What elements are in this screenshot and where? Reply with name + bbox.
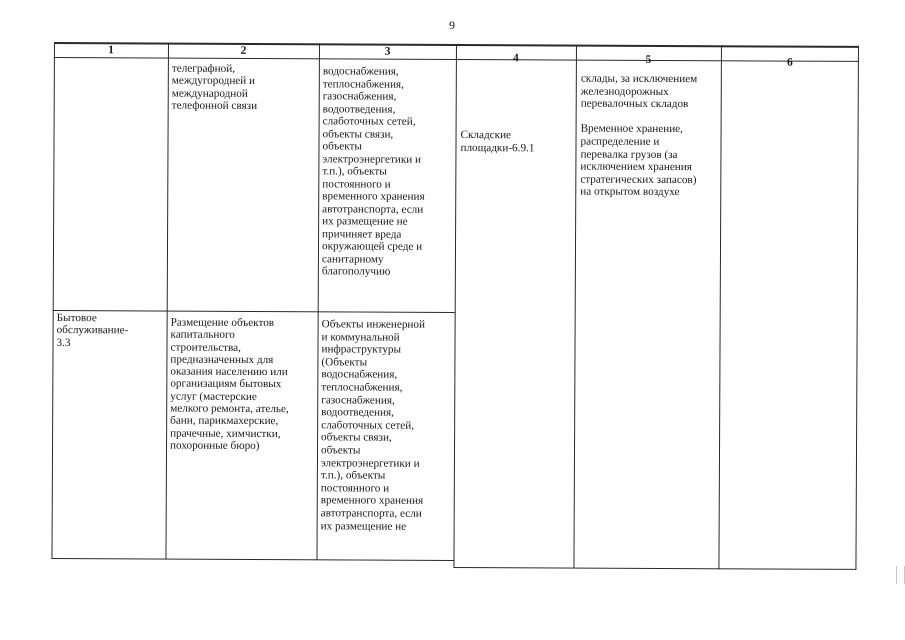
- header-col-5: 5: [645, 53, 652, 66]
- column-divider-1: [165, 43, 169, 560]
- row2-col1-cell: Бытовое обслуживание- 3.3: [56, 312, 129, 349]
- table-left-border: [51, 42, 55, 559]
- column-divider-5: [718, 45, 722, 569]
- col4-cell: Складские площадки-6.9.1: [460, 128, 535, 155]
- page-number: 9: [449, 18, 455, 32]
- header-col-4: 4: [513, 52, 519, 65]
- table-right-border: [855, 46, 859, 570]
- column-divider-3: [453, 44, 457, 568]
- header-col-2: 2: [240, 44, 247, 57]
- column-divider-2: [316, 43, 320, 560]
- row1-col2-cell: телеграфной, междугородней и международной телефонной связи: [171, 62, 258, 113]
- table-bottom-border: [51, 558, 453, 561]
- header-col-6: 6: [787, 56, 793, 69]
- row2-col3-cell: Объекты инженерной и коммунальной инфраструктуры (Объекты водоснабжения, теплоснабжения, газоснабжения, водоотведения, слаботочных сетей, объекты связи, объекты электроэнергетики и т.п.), объекты постоянного и временного хранения автотранспорта, если их размещение не: [320, 318, 426, 533]
- col5-cell: склады, за исключением железнодорожных перевалочных складов Временное хранение, распределение и перевалка грузов (за исключением хранения стратегических запасов) на открытом воздухе: [580, 72, 698, 199]
- header-col-1: 1: [108, 44, 114, 57]
- land-use-table: [51, 42, 859, 581]
- column-divider-4: [573, 45, 577, 569]
- header-col-3: 3: [384, 45, 391, 58]
- table-bottom-border-right: [453, 567, 856, 570]
- row2-col2-cell: Размещение объектов капитального строительства, предназначенных для оказания населению или организациям бытовых услуг (мастерские мелкого ремонта, ателье, бани, парикмахерские, прачечные, химчистки, похоронные бюро): [170, 316, 289, 452]
- scan-margin-mark: [896, 566, 905, 584]
- row1-col3-cell: водоснабжения, теплоснабжения, газоснабжения, водоотведения, слаботочных сетей, объекты связи, объекты электроэнергетики и т.п.), объекты постоянного и временного хранения автотранспорта, если их размещение не причиняет вреда окружающей среде и санитарному благополучию: [321, 65, 425, 278]
